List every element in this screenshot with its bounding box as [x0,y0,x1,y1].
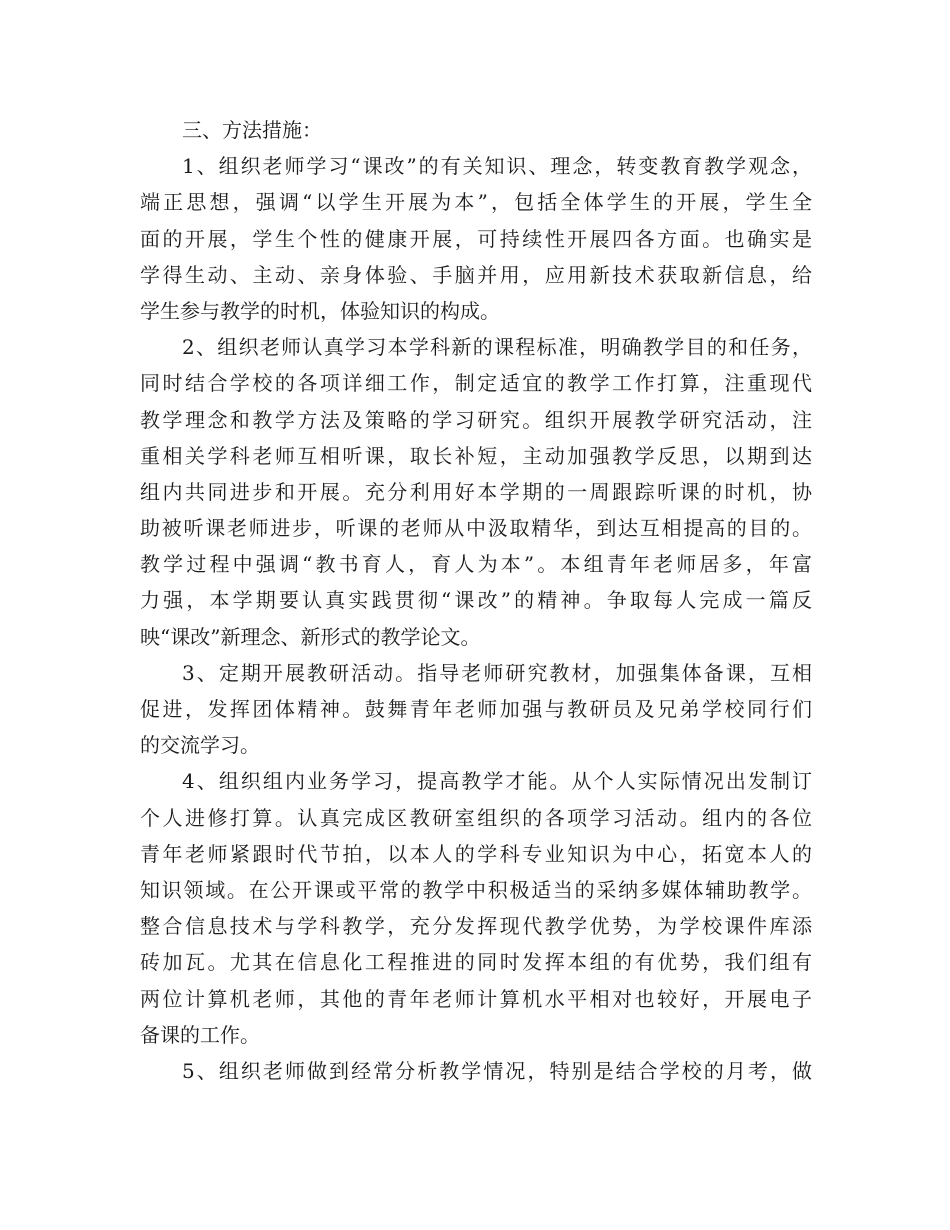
text-line: 知识领域。在公开课或平常的教学中积极适当的采纳多媒体辅助教学。 [140,877,812,902]
text-line: 教学过程中强调“教书育人，育人为本”。本组青年老师居多，年富 [140,552,812,577]
text-line: 学得生动、主动、亲身体验、手脑并用，应用新技术获取新信息，给 [140,262,812,287]
text-line: 5、组织老师做到经常分析教学情况，特别是结合学校的月考，做 [182,1058,812,1083]
text-line: 青年老师紧跟时代节拍，以本人的学科专业知识为中心，拓宽本人的 [140,841,812,866]
text-line: 1、组织老师学习“课改”的有关知识、理念，转变教育教学观念， [182,154,812,179]
text-line: 学生参与教学的时机，体验知识的构成。 [140,298,500,323]
text-line: 组内共同进步和开展。充分利用好本学期的一周跟踪听课的时机，协 [140,479,812,504]
text-line: 砖加瓦。尤其在信息化工程推进的同时发挥本组的有优势，我们组有 [140,950,812,975]
text-line: 教学理念和教学方法及策略的学习研究。组织开展教学研究活动，注 [140,407,812,432]
document-body [140,112,812,1089]
text-line: 三、方法措施： [182,118,322,142]
text-line: 的交流学习。 [140,733,260,758]
text-line: 两位计算机老师，其他的青年老师计算机水平相对也较好，开展电子 [140,986,812,1011]
text-line: 促进，发挥团体精神。鼓舞青年老师加强与教研员及兄弟学校同行们 [140,697,812,721]
text-line: 重相关学科老师互相听课，取长补短，主动加强教学反思，以期到达 [140,443,812,468]
text-line: 面的开展，学生个性的健康开展，可持续性开展四各方面。也确实是 [140,226,812,251]
text-line: 同时结合学校的各项详细工作，制定适宜的教学工作打算，注重现代 [140,371,812,396]
text-line: 3、定期开展教研活动。指导老师研究教材，加强集体备课，互相 [182,660,812,685]
text-line: 助被听课老师进步，听课的老师从中汲取精华，到达互相提高的目的。 [140,516,812,541]
text-line: 4、组织组内业务学习，提高教学才能。从个人实际情况出发制订 [182,769,812,794]
text-line: 2、组织老师认真学习本学科新的课程标准，明确教学目的和任务， [182,335,812,360]
text-line: 备课的工作。 [140,1022,260,1047]
text-line: 整合信息技术与学科教学，充分发挥现代教学优势，为学校课件库添 [140,914,812,939]
text-line: 映“课改”新理念、新形式的教学论文。 [140,624,481,649]
text-line: 力强，本学期要认真实践贯彻“课改”的精神。争取每人完成一篇反 [140,588,812,613]
text-line: 端正思想，强调“以学生开展为本”，包括全体学生的开展，学生全 [140,190,812,215]
text-line: 个人进修打算。认真完成区教研室组织的各项学习活动。组内的各位 [140,805,812,830]
